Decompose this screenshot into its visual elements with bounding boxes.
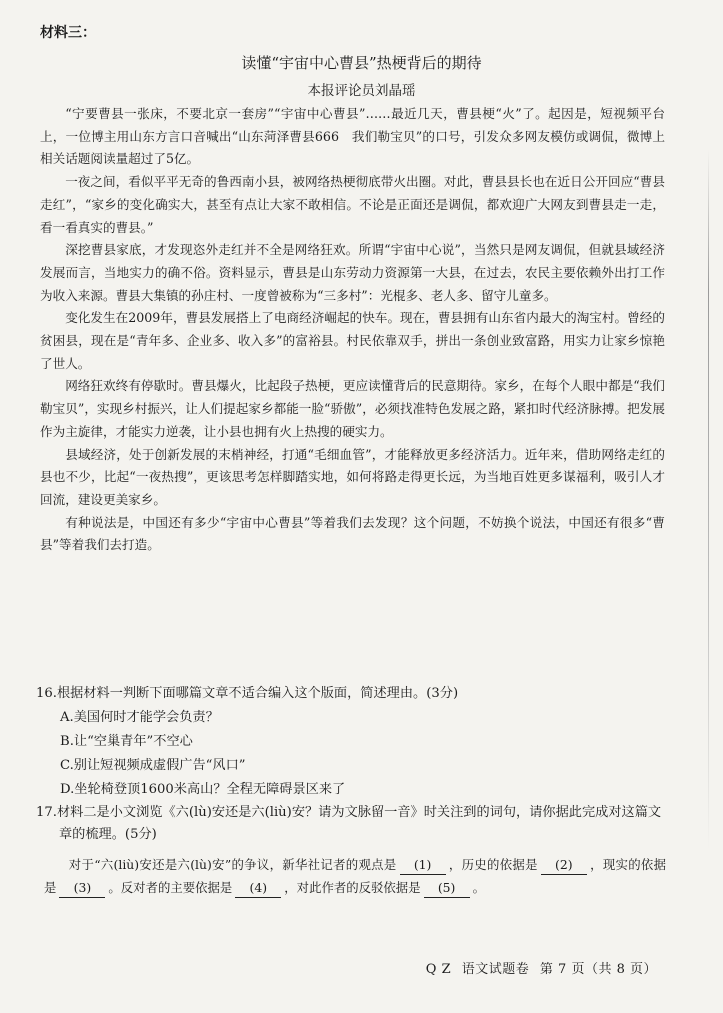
question-17-fill-paragraph (36, 853, 666, 899)
footer-page-number: 第 7 页（共 8 页） (539, 962, 657, 977)
article-paragraph: 县域经济，处于创新发展的末梢神经，打通“毛细血管”，才能释放更多经济活力。近年来，借助网络走红的县也不少，比起“一夜热搜”，更该思考怎样脚踏实地，如何将路走得更长远，为当地百姓更多谋福利，吸引人才回流，建设更美家乡。 (40, 446, 665, 507)
footer-subject: 语文试题卷 (461, 962, 530, 977)
fill-text: ，对此作者的反驳依据是 (284, 879, 421, 895)
article-paragraph: “宁要曹县一张床，不要北京一套房”“宇宙中心曹县”……最近几天，曹县梗“火”了。起因是，短视频平台上，一位博主用山东方言口音喊出“山东菏泽曹县666 我们勒宝贝”的口号，引发众多网友模仿或调侃，微博上相关话题阅读量超过了5亿。 (40, 106, 665, 167)
fill-text: 。反对者的主要依据是 (108, 879, 233, 895)
article-title: 读懂“宇宙中心曹县”热梗背后的期待 (241, 54, 482, 72)
question-16-stem: 16.根据材料一判断下面哪篇文章不适合编入这个版面，简述理由。(3分) (36, 686, 459, 701)
option-b: B.让“空巢青年”不空心 (60, 733, 193, 749)
fill-text: 对于“六(liù)安还是六(lù)安”的争议，新华社记者的观点是 (68, 856, 397, 872)
footer-code: Q Z (425, 962, 452, 977)
fill-blank-2: (2) (541, 856, 587, 875)
article-body (40, 103, 665, 557)
article-paragraph: 深挖曹县家底，才发现恣外走红并不全是网络狂欢。所谓“宇宙中心说”，当然只是网友调侃，但就县域经济发展而言，当地实力的确不俗。资料显示，曹县是山东劳动力资源第一大县，在过去，农民主要依赖外出打工作为收入来源。曹县大集镇的孙庄村、一度曾被称为“三多村”：光棍多、老人多、留守儿童多。 (40, 242, 665, 303)
article-paragraph: 一夜之间，看似平平无奇的鲁西南小县，被网络热梗彻底带火出圈。对此，曹县县长也在近日公开回应“曹县走红”，“家乡的变化确实大，甚至有点让大家不敢相信。不论是正面还是调侃，都欢迎广大网友到曹县走一走，看一看真实的曹县。” (40, 174, 665, 235)
article-byline: 本报评论员刘晶瑶 (307, 83, 416, 99)
fill-text: 。 (472, 879, 485, 895)
article-paragraph: 有种说法是，中国还有多少“宇宙中心曹县”等着我们去发现？这个问题，不妨换个说法，中国还有很多“曹县”等着我们去打造。 (40, 514, 665, 553)
questions-section (36, 683, 666, 899)
fill-blank-1: (1) (400, 856, 446, 875)
scan-edge-line (708, 150, 709, 850)
article-paragraph: 网络狂欢终有停歇时。曹县爆火，比起段子热梗，更应读懂背后的民意期待。家乡，在每个人眼中都是“我们勒宝贝”，实现乡村振兴，让人们提起家乡都能一脸“骄傲”，必须找准特色发展之路，紧扣时代经济脉搏。把发展作为主旋律，才能实力逆袭，让小县也拥有火上热搜的硬实力。 (40, 378, 665, 439)
section-label: 材料三： (40, 25, 96, 41)
page-footer (420, 958, 657, 977)
question-17-stem: 17.材料二是小文浏览《六(lù)安还是六(liù)安？请为文脉留一音》时关注到的词句，请你据此完成对这篇文章的梳理。(5分) (36, 804, 662, 843)
fill-blank-5: (5) (424, 879, 470, 898)
option-a: A.美国何时才能学会负责？ (60, 709, 219, 725)
fill-blank-4: (4) (235, 879, 281, 898)
fill-blank-3: (3) (59, 879, 105, 898)
fill-text: ，历史的依据是 (448, 856, 538, 872)
fill-text: ，现实的依据是 (44, 856, 667, 895)
option-c: C.别让短视频成虚假广告“风口” (60, 757, 246, 773)
option-d: D.坐轮椅登顶1600米高山？全程无障碍景区来了 (60, 781, 346, 797)
question-16-options (36, 706, 666, 802)
article-paragraph: 变化发生在2009年，曹县发展搭上了电商经济崛起的快车。现在，曹县拥有山东省内最大的淘宝村。曾经的贫困县，现在是“青年多、企业多、收入多”的富裕县。村民依靠双手，拼出一条创业致富路，用实力让家乡惊艳了世人。 (40, 310, 665, 371)
